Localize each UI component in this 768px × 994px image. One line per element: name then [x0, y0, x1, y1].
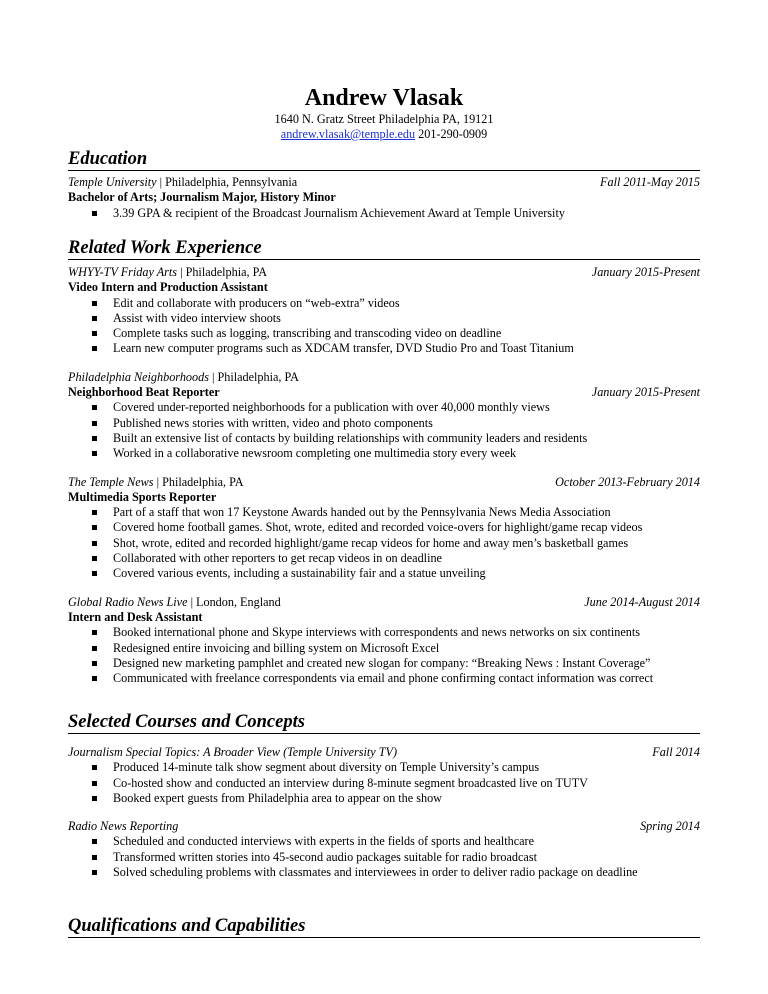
list-item: Worked in a collaborative newsroom completing one multimedia story every week	[68, 446, 700, 461]
list-item: Communicated with freelance correspondents via email and phone confirming contact information was correct	[68, 671, 700, 686]
phone-number: 201-290-0909	[418, 127, 488, 141]
education-date: Fall 2011-May 2015	[600, 175, 700, 189]
resume-header	[0, 84, 768, 142]
job-bullets	[68, 625, 700, 686]
job-entry	[68, 370, 700, 462]
section-title-education: Education	[68, 148, 700, 171]
job-bullets	[68, 296, 700, 357]
school-location: | Philadelphia, Pennsylvania	[156, 175, 298, 189]
list-item: Edit and collaborate with producers on “web-extra” videos	[68, 296, 700, 311]
course-bullets	[68, 760, 700, 806]
job-org: Global Radio News Live	[68, 594, 188, 609]
job-location: | Philadelphia, PA	[153, 474, 244, 489]
list-item: Assist with video interview shoots	[68, 311, 700, 326]
course-bullets	[68, 834, 700, 880]
list-item: 3.39 GPA & recipient of the Broadcast Journalism Achievement Award at Temple University	[68, 206, 700, 221]
job-org: WHYY-TV Friday Arts	[68, 265, 178, 279]
course-date: Spring 2014	[640, 819, 700, 834]
education-entry	[68, 175, 700, 221]
list-item: Complete tasks such as logging, transcribing and transcoding video on deadline	[68, 326, 700, 341]
education-bullets	[68, 206, 700, 221]
list-item: Transformed written stories into 45-second audio packages suitable for radio broadcast	[68, 850, 700, 865]
list-item: Part of a staff that won 17 Keystone Awards handed out by the Pennsylvania News Media Association	[68, 505, 700, 520]
job-date: June 2014-August 2014	[584, 594, 700, 609]
job-entry	[68, 595, 700, 687]
list-item: Solved scheduling problems with classmates and interviewees in order to deliver radio package on deadline	[68, 865, 700, 880]
section-title-qualifications: Qualifications and Capabilities	[68, 915, 700, 938]
list-item: Learn new computer programs such as XDCAM transfer, DVD Studio Pro and Toast Titanium	[68, 341, 700, 356]
job-org: The Temple News	[68, 474, 154, 489]
list-item: Scheduled and conducted interviews with experts in the fields of sports and healthcare	[68, 834, 700, 849]
job-role: Video Intern and Production Assistant	[68, 280, 268, 295]
list-item: Produced 14-minute talk show segment about diversity on Temple University’s campus	[68, 760, 700, 775]
list-item: Shot, wrote, edited and recorded highlight/game recap videos for home and away men’s basketball games	[68, 536, 700, 551]
list-item: Collaborated with other reporters to get recap videos in on deadline	[68, 551, 700, 566]
course-date: Fall 2014	[652, 745, 700, 759]
job-bullets	[68, 400, 700, 461]
job-date: October 2013-February 2014	[555, 474, 700, 489]
list-item: Booked expert guests from Philadelphia area to appear on the show	[68, 791, 700, 806]
section-title-courses: Selected Courses and Concepts	[68, 711, 700, 734]
address: 1640 N. Gratz Street Philadelphia PA, 19121	[274, 112, 494, 126]
contact-line	[0, 127, 768, 142]
education-section	[68, 148, 700, 221]
section-title-experience: Related Work Experience	[68, 237, 700, 260]
course-name: Radio News Reporting	[68, 819, 179, 834]
courses-section	[68, 711, 700, 880]
candidate-name: Andrew Vlasak	[304, 85, 464, 111]
job-date: January 2015-Present	[591, 265, 700, 279]
job-role: Neighborhood Beat Reporter	[68, 385, 220, 400]
list-item: Redesigned entire invoicing and billing system on Microsoft Excel	[68, 641, 700, 656]
course-name: Journalism Special Topics: A Broader View (Temple University TV)	[68, 745, 398, 759]
course-entry	[68, 819, 700, 880]
job-bullets	[68, 505, 700, 581]
course-entry	[68, 745, 700, 806]
list-item: Built an extensive list of contacts by building relationships with community leaders and residents	[68, 431, 700, 446]
list-item: Designed new marketing pamphlet and created new slogan for company: “Breaking News : Instant Coverage”	[68, 656, 700, 671]
list-item: Published news stories with written, video and photo components	[68, 416, 700, 431]
job-role: Multimedia Sports Reporter	[68, 489, 217, 504]
experience-section	[68, 237, 700, 686]
job-location: | London, England	[187, 594, 281, 609]
job-location: | Philadelphia, PA	[208, 369, 299, 384]
list-item: Covered various events, including a sustainability fair and a statue unveiling	[68, 566, 700, 581]
list-item: Co-hosted show and conducted an interview during 8-minute segment broadcasted live on TUTV	[68, 776, 700, 791]
job-entry	[68, 475, 700, 582]
job-entry	[68, 265, 700, 357]
list-item: Covered home football games. Shot, wrote, edited and recorded voice-overs for highlight/game recap videos	[68, 520, 700, 535]
job-location: | Philadelphia, PA	[177, 265, 268, 279]
degree: Bachelor of Arts; Journalism Major, History Minor	[68, 190, 336, 205]
qualifications-section	[68, 915, 700, 938]
job-date: January 2015-Present	[591, 385, 700, 400]
list-item: Covered under-reported neighborhoods for a publication with over 40,000 monthly views	[68, 400, 700, 415]
list-item: Booked international phone and Skype interviews with correspondents and news networks on six continents	[68, 625, 700, 640]
school-name: Temple University	[68, 175, 157, 189]
email-link[interactable]: andrew.vlasak@temple.edu	[280, 127, 416, 141]
job-role: Intern and Desk Assistant	[68, 609, 203, 624]
job-org: Philadelphia Neighborhoods	[68, 369, 209, 384]
